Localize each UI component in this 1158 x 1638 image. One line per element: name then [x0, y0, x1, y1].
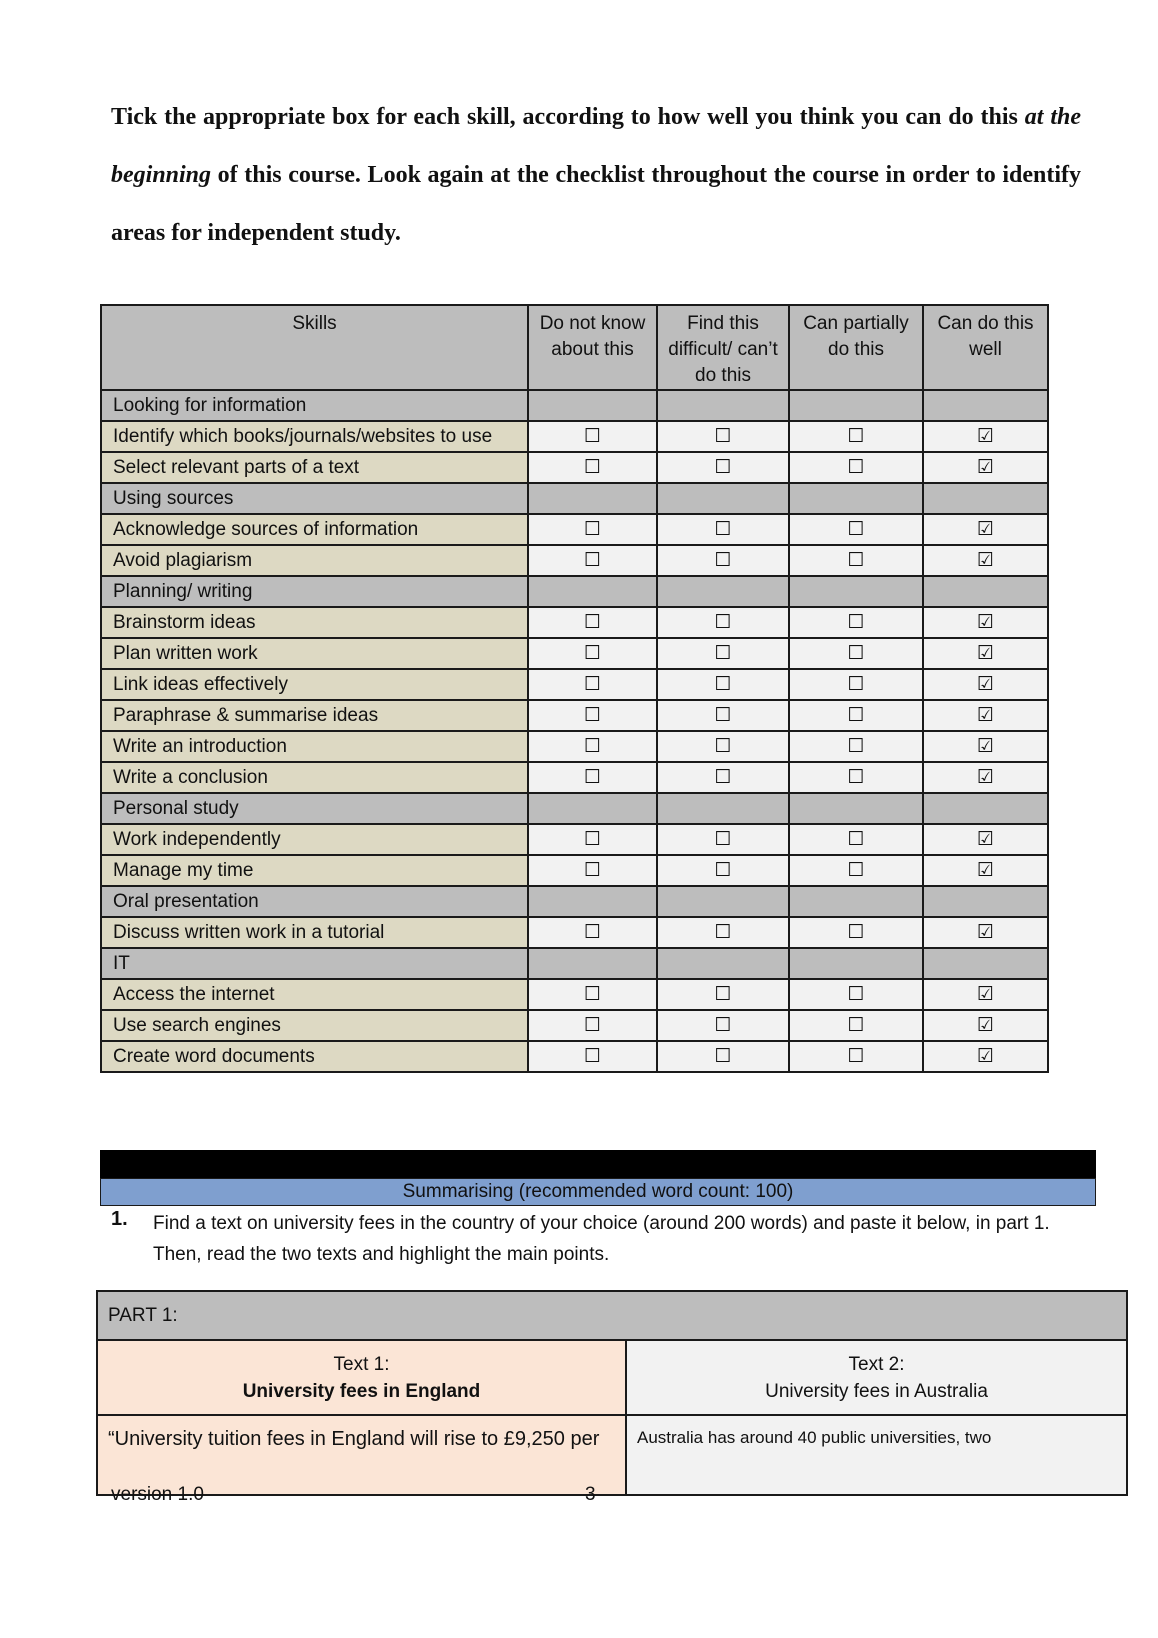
skill-row: [101, 700, 1048, 731]
unchecked-box-icon[interactable]: ☐: [657, 514, 789, 545]
skill-row: [101, 638, 1048, 669]
category-empty-cell: [528, 948, 657, 979]
skill-row: [101, 979, 1048, 1010]
text2-title: University fees in Australia: [765, 1380, 988, 1402]
unchecked-box-icon[interactable]: ☐: [657, 545, 789, 576]
unchecked-box-icon[interactable]: ☐: [528, 545, 657, 576]
unchecked-box-icon[interactable]: ☐: [528, 762, 657, 793]
checked-box-icon[interactable]: ☑: [923, 607, 1048, 638]
skill-label: Create word documents: [101, 1041, 528, 1072]
category-empty-cell: [528, 390, 657, 421]
skill-label: Paraphrase & summarise ideas: [101, 700, 528, 731]
checked-box-icon[interactable]: ☑: [923, 1010, 1048, 1041]
category-row: [101, 576, 1048, 607]
unchecked-box-icon[interactable]: ☐: [528, 638, 657, 669]
unchecked-box-icon[interactable]: ☐: [528, 1041, 657, 1072]
category-empty-cell: [528, 793, 657, 824]
unchecked-box-icon[interactable]: ☐: [789, 731, 923, 762]
category-row: [101, 793, 1048, 824]
skill-label: Write a conclusion: [101, 762, 528, 793]
category-label: Using sources: [101, 483, 528, 514]
category-empty-cell: [789, 390, 923, 421]
checked-box-icon[interactable]: ☑: [923, 514, 1048, 545]
skill-label: Brainstorm ideas: [101, 607, 528, 638]
category-empty-cell: [923, 886, 1048, 917]
unchecked-box-icon[interactable]: ☐: [528, 731, 657, 762]
unchecked-box-icon[interactable]: ☐: [528, 979, 657, 1010]
unchecked-box-icon[interactable]: ☐: [789, 700, 923, 731]
skill-row: [101, 762, 1048, 793]
unchecked-box-icon[interactable]: ☐: [528, 700, 657, 731]
category-empty-cell: [528, 576, 657, 607]
unchecked-box-icon[interactable]: ☐: [789, 669, 923, 700]
unchecked-box-icon[interactable]: ☐: [657, 731, 789, 762]
unchecked-box-icon[interactable]: ☐: [789, 855, 923, 886]
skill-label: Plan written work: [101, 638, 528, 669]
text1-title: University fees in England: [242, 1380, 481, 1402]
checked-box-icon[interactable]: ☑: [923, 824, 1048, 855]
unchecked-box-icon[interactable]: ☐: [657, 855, 789, 886]
skill-row: [101, 855, 1048, 886]
category-empty-cell: [528, 886, 657, 917]
skill-label: Acknowledge sources of information: [101, 514, 528, 545]
text2-title-cell: [626, 1340, 1127, 1415]
unchecked-box-icon[interactable]: ☐: [528, 669, 657, 700]
skill-row: [101, 731, 1048, 762]
unchecked-box-icon[interactable]: ☐: [657, 669, 789, 700]
text1-label: Text 1:: [333, 1353, 390, 1375]
checked-box-icon[interactable]: ☑: [923, 545, 1048, 576]
checked-box-icon[interactable]: ☑: [923, 855, 1048, 886]
checked-box-icon[interactable]: ☑: [923, 917, 1048, 948]
category-row: [101, 886, 1048, 917]
category-empty-cell: [657, 483, 789, 514]
category-empty-cell: [657, 948, 789, 979]
category-row: [101, 390, 1048, 421]
skill-row: [101, 545, 1048, 576]
instructions-text-2: of this course. Look again at the checklist throughout the course in order to identify areas for independent study.: [111, 162, 1081, 246]
skills-body: [101, 390, 1048, 1072]
footer-page-number: 3: [585, 1484, 596, 1505]
checked-box-icon[interactable]: ☑: [923, 421, 1048, 452]
checked-box-icon[interactable]: ☑: [923, 1041, 1048, 1072]
skill-label: Link ideas effectively: [101, 669, 528, 700]
category-label: Oral presentation: [101, 886, 528, 917]
unchecked-box-icon[interactable]: ☐: [528, 514, 657, 545]
skill-label: Use search engines: [101, 1010, 528, 1041]
header-can-do-well: Can do this well: [923, 305, 1048, 390]
header-can-partially: Can partially do this: [789, 305, 923, 390]
unchecked-box-icon[interactable]: ☐: [528, 1010, 657, 1041]
unchecked-box-icon[interactable]: ☐: [789, 1041, 923, 1072]
skill-label: Avoid plagiarism: [101, 545, 528, 576]
category-label: Personal study: [101, 793, 528, 824]
category-empty-cell: [657, 793, 789, 824]
checked-box-icon[interactable]: ☑: [923, 669, 1048, 700]
unchecked-box-icon[interactable]: ☐: [657, 638, 789, 669]
unchecked-box-icon[interactable]: ☐: [657, 700, 789, 731]
section-divider-bar: [100, 1150, 1096, 1178]
instructions-italic: at the beginning: [111, 104, 1081, 188]
category-empty-cell: [923, 483, 1048, 514]
unchecked-box-icon[interactable]: ☐: [789, 421, 923, 452]
unchecked-box-icon[interactable]: ☐: [789, 452, 923, 483]
header-row: [101, 305, 1048, 390]
question-text: Find a text on university fees in the country of your choice (around 200 words) and paste it below, in part 1. Then, read the two texts and highlight the main points.: [153, 1213, 1050, 1265]
category-label: IT: [101, 948, 528, 979]
unchecked-box-icon[interactable]: ☐: [789, 917, 923, 948]
part1-body-row: [97, 1415, 1127, 1495]
skill-row: [101, 917, 1048, 948]
category-empty-cell: [789, 576, 923, 607]
skills-checklist-table: [100, 304, 1049, 1073]
category-empty-cell: [657, 886, 789, 917]
checked-box-icon[interactable]: ☑: [923, 979, 1048, 1010]
unchecked-box-icon[interactable]: ☐: [657, 762, 789, 793]
category-empty-cell: [789, 886, 923, 917]
skill-row: [101, 514, 1048, 545]
part1-titles-row: [97, 1340, 1127, 1415]
question-number: 1.: [111, 1208, 128, 1230]
checked-box-icon[interactable]: ☑: [923, 638, 1048, 669]
unchecked-box-icon[interactable]: ☐: [657, 607, 789, 638]
category-label: Planning/ writing: [101, 576, 528, 607]
unchecked-box-icon[interactable]: ☐: [789, 824, 923, 855]
skill-row: [101, 824, 1048, 855]
footer-version: version 1.0: [111, 1484, 204, 1505]
unchecked-box-icon[interactable]: ☐: [657, 421, 789, 452]
category-empty-cell: [923, 576, 1048, 607]
category-empty-cell: [789, 948, 923, 979]
category-empty-cell: [923, 793, 1048, 824]
part1-table: [96, 1290, 1128, 1496]
text2-label: Text 2:: [848, 1353, 905, 1375]
checked-box-icon[interactable]: ☑: [923, 452, 1048, 483]
unchecked-box-icon[interactable]: ☐: [789, 545, 923, 576]
unchecked-box-icon[interactable]: ☐: [789, 1010, 923, 1041]
category-row: [101, 948, 1048, 979]
skill-label: Select relevant parts of a text: [101, 452, 528, 483]
unchecked-box-icon[interactable]: ☐: [789, 638, 923, 669]
part1-heading-row: [97, 1291, 1127, 1340]
skill-label: Work independently: [101, 824, 528, 855]
part1-heading: PART 1:: [97, 1291, 1127, 1340]
unchecked-box-icon[interactable]: ☐: [657, 1041, 789, 1072]
unchecked-box-icon[interactable]: ☐: [528, 824, 657, 855]
unchecked-box-icon[interactable]: ☐: [528, 607, 657, 638]
category-label: Looking for information: [101, 390, 528, 421]
checked-box-icon[interactable]: ☑: [923, 731, 1048, 762]
category-empty-cell: [923, 390, 1048, 421]
skill-label: Manage my time: [101, 855, 528, 886]
unchecked-box-icon[interactable]: ☐: [789, 979, 923, 1010]
unchecked-box-icon[interactable]: ☐: [789, 762, 923, 793]
text2-body[interactable]: Australia has around 40 public universities, two: [626, 1415, 1127, 1495]
skill-row: [101, 452, 1048, 483]
instructions-paragraph: [111, 88, 1081, 262]
header-skills: Skills: [101, 305, 528, 390]
skill-row: [101, 421, 1048, 452]
checked-box-icon[interactable]: ☑: [923, 700, 1048, 731]
category-empty-cell: [789, 483, 923, 514]
unchecked-box-icon[interactable]: ☐: [528, 452, 657, 483]
unchecked-box-icon[interactable]: ☐: [657, 824, 789, 855]
unchecked-box-icon[interactable]: ☐: [657, 979, 789, 1010]
skill-row: [101, 1010, 1048, 1041]
summarising-banner: Summarising (recommended word count: 100): [100, 1178, 1096, 1206]
category-row: [101, 483, 1048, 514]
unchecked-box-icon[interactable]: ☐: [528, 421, 657, 452]
unchecked-box-icon[interactable]: ☐: [528, 917, 657, 948]
unchecked-box-icon[interactable]: ☐: [657, 917, 789, 948]
category-empty-cell: [657, 576, 789, 607]
skill-label: Discuss written work in a tutorial: [101, 917, 528, 948]
unchecked-box-icon[interactable]: ☐: [657, 452, 789, 483]
skill-label: Identify which books/journals/websites to use: [101, 421, 528, 452]
unchecked-box-icon[interactable]: ☐: [528, 855, 657, 886]
header-do-not-know: Do not know about this: [528, 305, 657, 390]
unchecked-box-icon[interactable]: ☐: [789, 607, 923, 638]
instructions-text-1: Tick the appropriate box for each skill, according to how well you think you can do this: [111, 104, 1025, 130]
category-empty-cell: [789, 793, 923, 824]
header-find-difficult: Find this difficult/ can’t do this: [657, 305, 789, 390]
unchecked-box-icon[interactable]: ☐: [657, 1010, 789, 1041]
category-empty-cell: [528, 483, 657, 514]
category-empty-cell: [657, 390, 789, 421]
unchecked-box-icon[interactable]: ☐: [789, 514, 923, 545]
text1-title-cell: [97, 1340, 626, 1415]
skill-row: [101, 607, 1048, 638]
skill-row: [101, 1041, 1048, 1072]
skill-label: Write an introduction: [101, 731, 528, 762]
checked-box-icon[interactable]: ☑: [923, 762, 1048, 793]
text1-body[interactable]: “University tuition fees in England will rise to £9,250 per: [97, 1415, 626, 1495]
skill-row: [101, 669, 1048, 700]
skill-label: Access the internet: [101, 979, 528, 1010]
category-empty-cell: [923, 948, 1048, 979]
